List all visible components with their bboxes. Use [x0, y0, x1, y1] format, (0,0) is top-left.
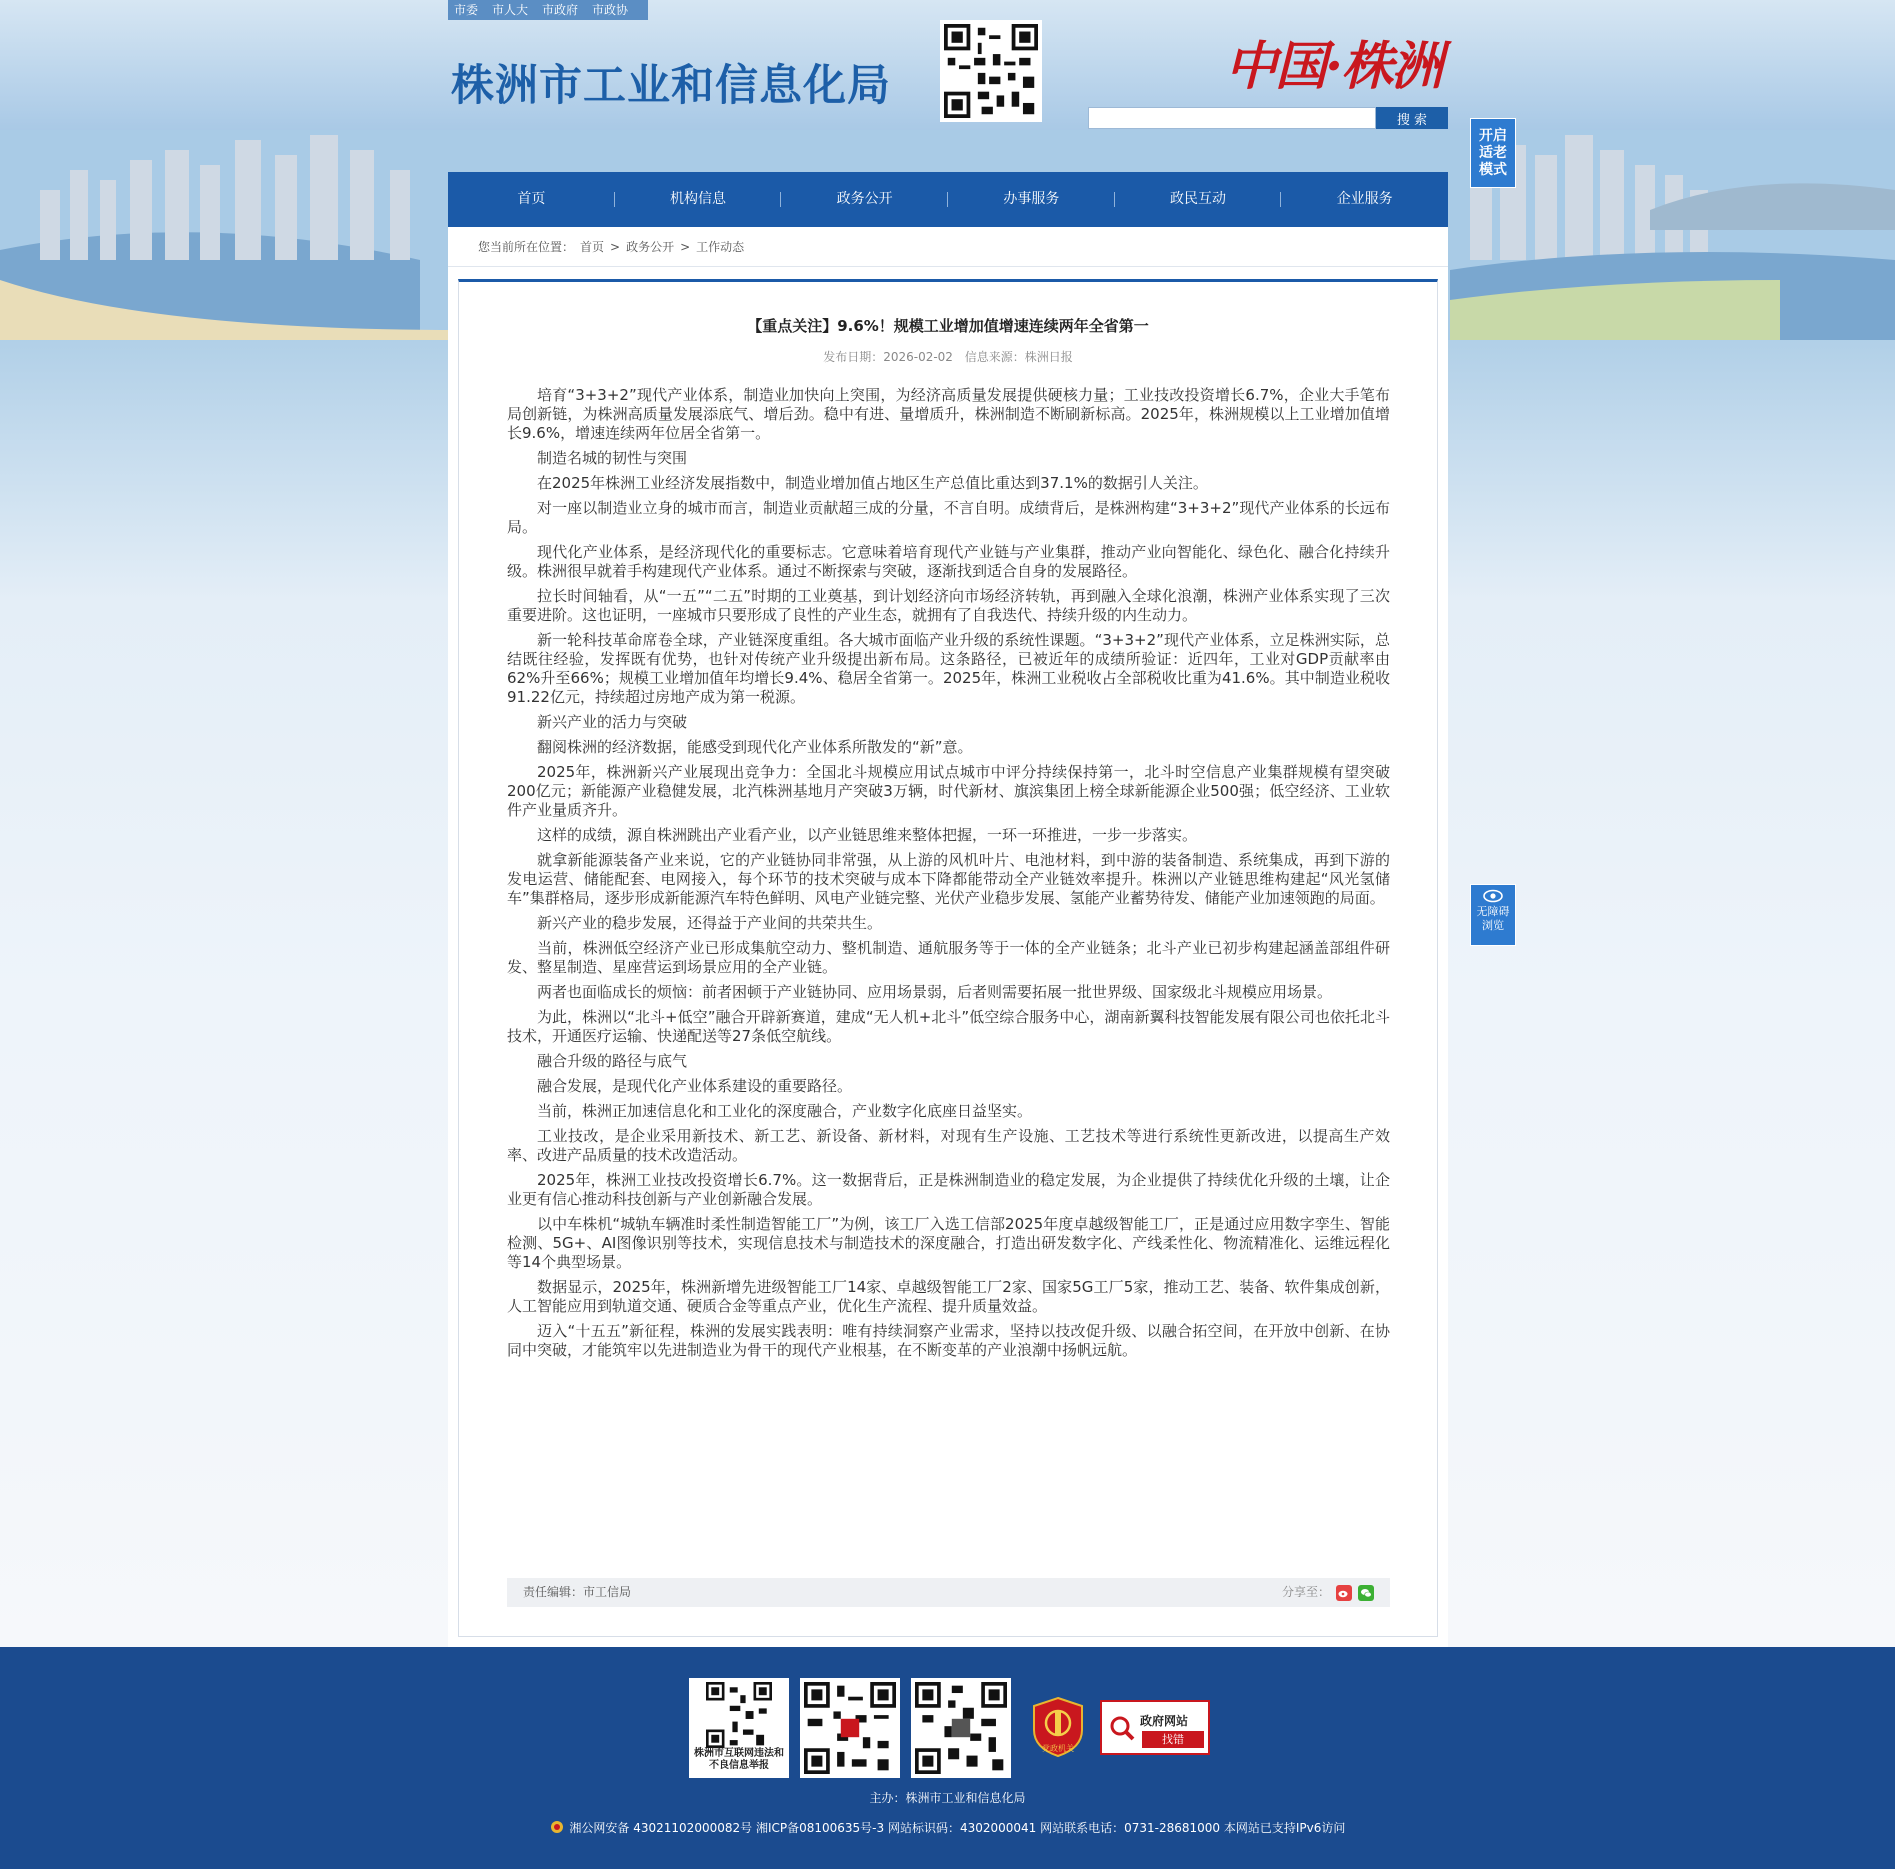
footer-record [0, 1819, 1895, 1836]
breadcrumb-separator: > [610, 240, 621, 254]
article-paragraph: 2025年，株洲新兴产业展现出竞争力：全国北斗规模应用试点城市中评分持续保持第一，北斗时空信息产业集群规模有望突破200亿元；新能源产业稳健发展，北汽株洲基地月产突破3万辆，时代新材、旗滨集团上榜全球新能源企业500强；低空经济、工业软件产业量质齐升。 [507, 763, 1390, 819]
header-qr-code [940, 20, 1042, 122]
article-paragraph: 新一轮科技革命席卷全球，产业链深度重组。各大城市面临产业升级的系统性课题。“3+3+2”现代产业体系，立足株洲实际，总结既往经验，发挥既有优势，也针对传统产业升级提出新布局。这条路径，已被近年的成绩所验证：近四年，工业对GDP贡献率由62%升至66%；规模工业增加值年均增长9.4%、稳居全省第一。2025年，株洲工业税收占全部税收比重为41.6%。其中制造业税收91.22亿元，持续超过房地产成为第一税源。 [507, 631, 1390, 706]
article-paragraph: 现代化产业体系，是经济现代化的重要标志。它意味着培育现代产业链与产业集群，推动产业向智能化、绿色化、融合化持续升级。株洲很早就着手构建现代产业体系。通过不断探索与突破，逐渐找到适合自身的发展路径。 [507, 543, 1390, 580]
article-paragraph: 制造名城的韧性与突围 [537, 449, 688, 467]
footer-host: 主办：株洲市工业和信息化局 [869, 1791, 1026, 1805]
breadcrumb [448, 227, 1448, 267]
article-paragraph: 就拿新能源装备产业来说，它的产业链协同非常强，从上游的风机叶片、电池材料，到中游的装备制造、系统集成，再到下游的发电运营、储能配套、电网接入，每个环节的技术突破与成本下降都能带动全产业链效率提升。株洲以产业链思维构建起“风光氢储车”集群格局，逐步形成新能源汽车特色鲜明、风电产业链完整、光伏产业稳步发展、氢能产业蓄势待发、储能产业加速领跑的局面。 [507, 851, 1390, 907]
article-title: 【重点关注】9.6%！规模工业增加值增速连续两年全省第一 [747, 317, 1149, 335]
error-report-title: 政府网站 [1140, 1714, 1189, 1728]
main-nav [448, 172, 1448, 227]
police-badge-icon [550, 1820, 564, 1834]
share-bar [1282, 1578, 1374, 1607]
breadcrumb-separator: > [680, 240, 691, 254]
accessibility-label-2: 浏览 [1482, 919, 1504, 932]
footer-icons [689, 1678, 1210, 1778]
article-paragraph: 对一座以制造业立身的城市而言，制造业贡献超三成的分量，不言自明。成绩背后，是株洲构建“3+3+2”现代产业体系的长远布局。 [507, 499, 1390, 536]
footer [0, 1647, 1895, 1869]
nav-gov-affairs[interactable]: 政务公开 [781, 172, 948, 227]
breadcrumb-gov-affairs[interactable]: 政务公开 [626, 240, 675, 254]
party-gov-badge[interactable] [1030, 1696, 1086, 1758]
search-bar [1088, 107, 1448, 129]
footer-qr-code-3[interactable] [911, 1678, 1011, 1778]
article-paragraph: 为此，株洲以“北斗+低空”融合开辟新赛道，建成“无人机+北斗”低空综合服务中心，湖南新翼科技智能发展有限公司也依托北斗技术，开通医疗运输、快递配送等27条低空航线。 [507, 1008, 1390, 1045]
article-date: 发布日期：2026-02-02 [823, 350, 953, 364]
svg-text:党政机关: 党政机关 [1042, 1744, 1074, 1753]
error-report-subtitle: 找错 [1142, 1731, 1204, 1748]
wechat-share-icon[interactable] [1358, 1585, 1374, 1601]
footer-qr-code-2[interactable] [800, 1678, 900, 1778]
article-paragraph: 培育“3+3+2”现代产业体系，制造业加快向上突围，为经济高质量发展提供硬核力量；工业技改投资增长6.7%，企业大手笔布局创新链，为株洲高质量发展添底气、增后劲。稳中有进、量增质升，株洲制造不断刷新标高。2025年，株洲规模以上工业增加值增长9.6%，增速连续两年位居全省第一。 [507, 386, 1390, 442]
top-link-peoples-congress[interactable]: 市人大 [492, 3, 529, 17]
article-paragraph: 2025年，株洲工业技改投资增长6.7%。这一数据背后，正是株洲制造业的稳定发展，为企业提供了持续优化升级的土壤，让企业更有信心推动科技创新与产业创新融合发展。 [507, 1171, 1390, 1208]
site-title: 株洲市工业和信息化局 [451, 61, 891, 111]
share-label: 分享至： [1281, 1585, 1330, 1599]
article-meta [459, 348, 1437, 365]
article [458, 279, 1438, 1637]
article-paragraph: 数据显示，2025年，株洲新增先进级智能工厂14家、卓越级智能工厂2家、国家5G工厂5家，推动工艺、装备、软件集成创新，人工智能应用到轨道交通、硬质合金等重点产业，优化生产流程、提升质量效益。 [507, 1278, 1390, 1315]
article-editor: 责任编辑：市工信局 [523, 1585, 632, 1599]
article-paragraph: 融合发展，是现代化产业体系建设的重要路径。 [537, 1077, 853, 1095]
nav-organization[interactable]: 机构信息 [615, 172, 782, 227]
search-input[interactable] [1088, 107, 1376, 129]
footer-record-text: 湘公网安备 43021102000082号 湘ICP备08100635号-3 网站标识码：4302000041 网站联系电话：0731-28681000 本网站已支持IPv6访问 [569, 1821, 1346, 1835]
article-paragraph: 以中车株机“城轨车辆准时柔性制造智能工厂”为例，该工厂入选工信部2025年度卓越级智能工厂，正是通过应用数字孪生、智能检测、5G+、AI图像识别等技术，实现信息技术与制造技术的深度融合，打造出研发数字化、产线柔性化、物流精准化、运维远程化等14个典型场景。 [507, 1215, 1390, 1271]
top-link-party-committee[interactable]: 市委 [454, 3, 479, 17]
eye-icon [1483, 889, 1503, 903]
nav-interaction[interactable]: 政民互动 [1115, 172, 1282, 227]
accessibility-button[interactable] [1470, 884, 1516, 946]
breadcrumb-prefix: 您当前所在位置： [478, 240, 575, 254]
article-paragraph: 两者也面临成长的烦恼：前者困顿于产业链协同、应用场景弱，后者则需要拓展一批世界级、国家级北斗规模应用场景。 [537, 983, 1333, 1001]
party-gov-emblem-icon [1030, 1696, 1086, 1758]
article-paragraph: 在2025年株洲工业经济发展指数中，制造业增加值占地区生产总值比重达到37.1%的数据引人关注。 [537, 474, 1208, 492]
qr-code-icon [915, 1682, 1007, 1774]
article-paragraph: 新兴产业的活力与突破 [537, 713, 688, 731]
top-links-bar [448, 0, 648, 20]
article-paragraph: 工业技改，是企业采用新技术、新工艺、新设备、新材料，对现有生产设施、工艺技术等进行系统性更新改进，以提高生产效率、改进产品质量的技术改造活动。 [507, 1127, 1390, 1164]
article-paragraph: 拉长时间轴看，从“一五”“二五”时期的工业奠基，到计划经济向市场经济转轨，再到融入全球化浪潮，株洲产业体系实现了三次重要进阶。这也证明，一座城市只要形成了良性的产业生态，就拥有了自我迭代、持续升级的内生动力。 [507, 587, 1390, 624]
breadcrumb-work-news[interactable]: 工作动态 [696, 240, 745, 254]
elder-mode-label: 开启适老模式 [1479, 128, 1507, 178]
article-footer [507, 1578, 1390, 1607]
qr-code-icon [704, 1682, 774, 1748]
article-source: 信息来源：株洲日报 [964, 350, 1073, 364]
article-paragraph: 当前，株洲低空经济产业已形成集航空动力、整机制造、通航服务等于一体的全产业链条；北斗产业已初步构建起涵盖部组件研发、整星制造、星座营运到场景应用的全产业链。 [507, 939, 1390, 976]
top-link-government[interactable]: 市政府 [542, 3, 579, 17]
article-paragraph: 融合升级的路径与底气 [537, 1052, 688, 1070]
article-body [507, 386, 1390, 1366]
accessibility-label-1: 无障碍 [1476, 905, 1510, 918]
article-paragraph: 翻阅株洲的经济数据，能感受到现代化产业体系所散发的“新”意。 [537, 738, 973, 756]
search-button[interactable]: 搜 索 [1376, 107, 1448, 129]
article-paragraph: 当前，株洲正加速信息化和工业化的深度融合，产业数字化底座日益坚实。 [537, 1102, 1033, 1120]
qr-code-icon [944, 24, 1038, 118]
china-zhuzhou-logo: 中国·株洲 [1225, 36, 1442, 97]
magnifier-icon [1108, 1714, 1136, 1742]
breadcrumb-home[interactable]: 首页 [580, 240, 605, 254]
elder-mode-button[interactable] [1470, 118, 1516, 188]
weibo-share-icon[interactable] [1336, 1585, 1352, 1601]
article-paragraph: 这样的成绩，源自株洲跳出产业看产业，以产业链思维来整体把握，一环一环推进，一步一步落实。 [537, 826, 1198, 844]
nav-home[interactable]: 首页 [448, 172, 615, 227]
report-caption: 株洲市互联网违法和不良信息举报 [694, 1748, 784, 1771]
main-content [448, 227, 1448, 1647]
article-paragraph: 迈入“十五五”新征程，株洲的发展实践表明：唯有持续洞察产业需求，坚持以技改促升级、以融合拓空间，在开放中创新、在协同中突破，才能筑牢以先进制造业为骨干的现代产业根基，在不断变革的产业浪潮中扬帆远航。 [507, 1322, 1390, 1359]
report-qr-code[interactable] [689, 1678, 789, 1778]
nav-services[interactable]: 办事服务 [948, 172, 1115, 227]
qr-code-icon [804, 1682, 896, 1774]
article-paragraph: 新兴产业的稳步发展，还得益于产业间的共荣共生。 [537, 914, 883, 932]
nav-enterprise[interactable]: 企业服务 [1336, 191, 1393, 207]
top-link-cppcc[interactable]: 市政协 [592, 3, 629, 17]
gov-site-error-report[interactable] [1100, 1700, 1210, 1755]
